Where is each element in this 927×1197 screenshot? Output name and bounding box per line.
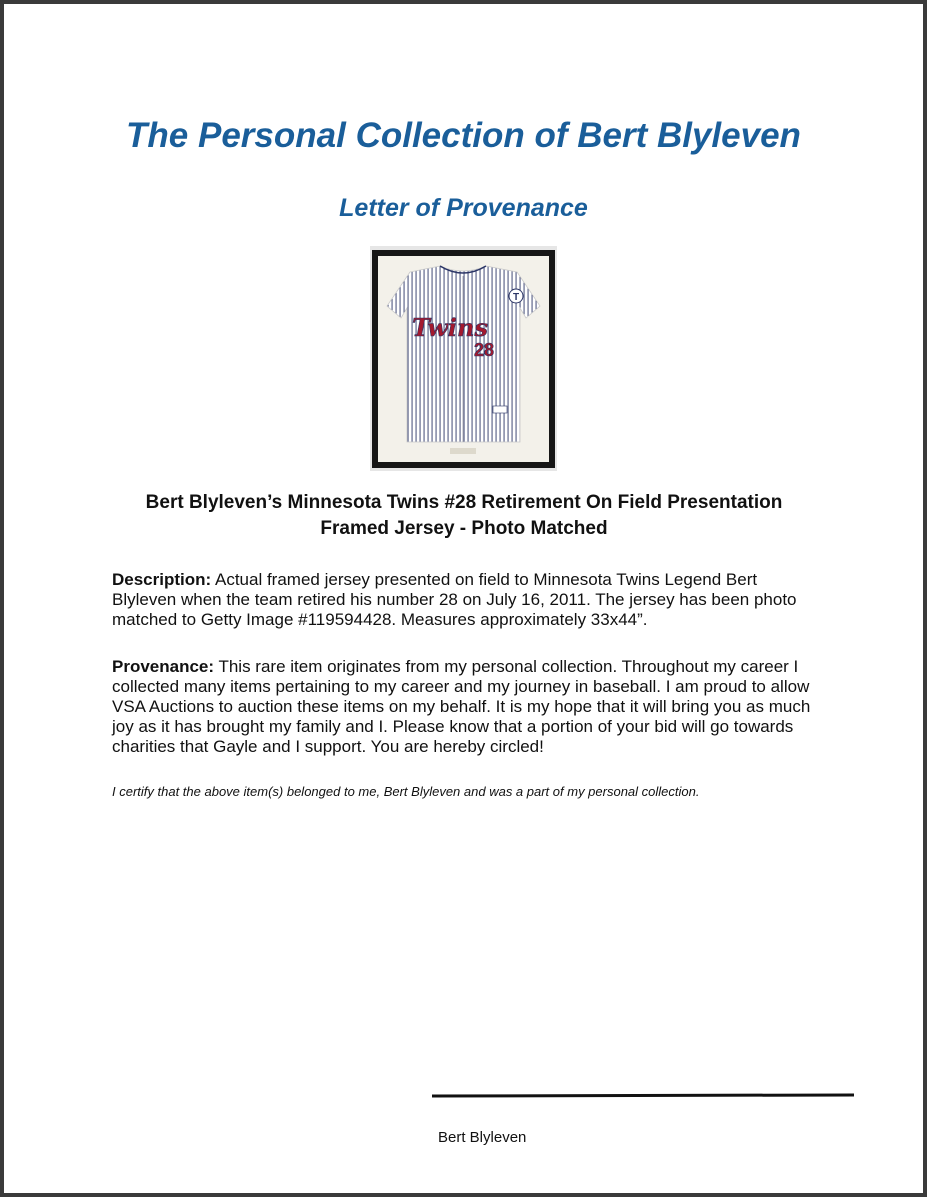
description-paragraph bbox=[112, 570, 812, 630]
provenance-label: Provenance: bbox=[112, 657, 215, 676]
item-title bbox=[64, 490, 864, 542]
signature-line bbox=[432, 1093, 854, 1097]
jersey-number: 28 bbox=[473, 340, 495, 360]
signature-name: Bert Blyleven bbox=[438, 1129, 527, 1146]
plaque bbox=[450, 448, 476, 454]
description-text: Actual framed jersey presented on field to Minnesota Twins Legend Bert Blyleven when the team retired his number 28 on July 16, 2011. The jersey has been photo matched to Getty Image #119594428. Measures approximately 33x44”. bbox=[112, 570, 797, 629]
item-title-line2: Framed Jersey - Photo Matched bbox=[320, 518, 608, 539]
item-title-line1: Bert Blyleven’s Minnesota Twins #28 Retirement On Field Presentation bbox=[145, 492, 783, 513]
provenance-paragraph bbox=[112, 657, 812, 757]
page-title: The Personal Collection of Bert Blyleven bbox=[126, 116, 801, 155]
jersey-team-script: Twins bbox=[412, 313, 488, 342]
svg-text:T: T bbox=[512, 292, 520, 303]
letter-page bbox=[4, 4, 923, 1193]
framed-jersey-photo bbox=[370, 246, 557, 471]
provenance-text: This rare item originates from my personal collection. Throughout my career I collected many items pertaining to my career and my journey in baseball. I am proud to allow VSA Auctions to auction these items on my behalf. It is my hope that it will bring you as much joy as it has brought my family and I. Please know that a portion of your bid will go towards charities that Gayle and I support. You are hereby circled! bbox=[112, 657, 811, 756]
framed-jersey-image bbox=[370, 246, 557, 471]
description-label: Description: bbox=[112, 570, 212, 589]
certification-statement: I certify that the above item(s) belonged to me, Bert Blyleven and was a part of my personal collection. bbox=[112, 784, 700, 799]
page-subtitle: Letter of Provenance bbox=[339, 194, 588, 222]
